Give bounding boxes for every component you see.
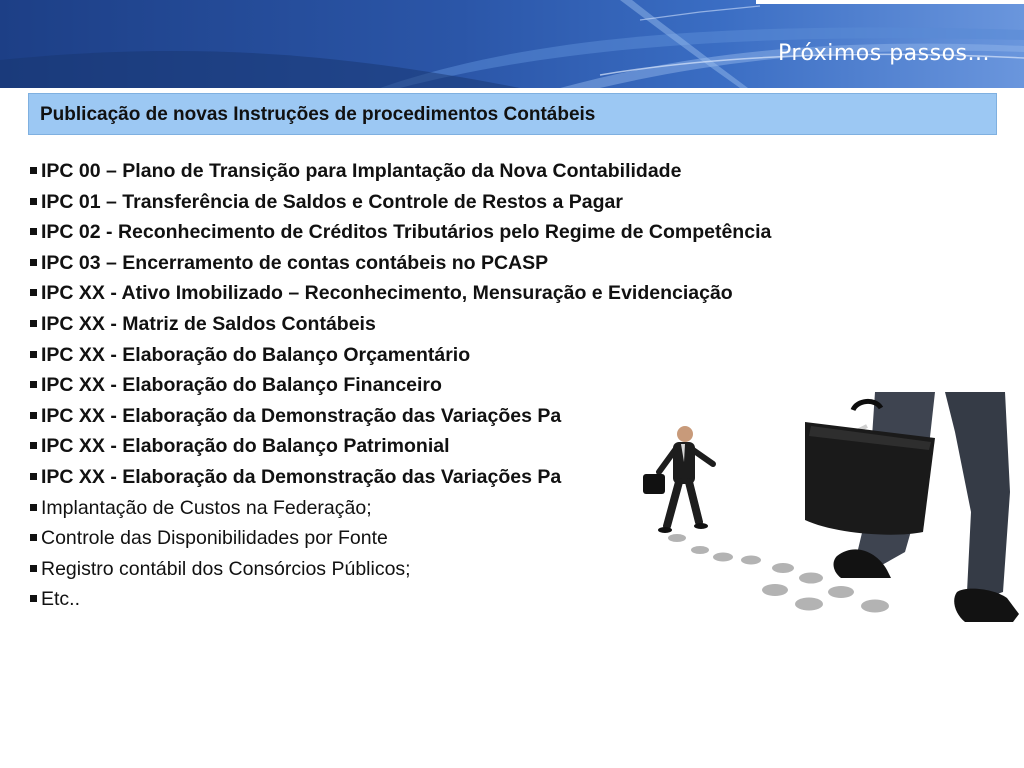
page-title: Próximos passos... bbox=[778, 41, 990, 66]
square-bullet-icon bbox=[30, 351, 37, 358]
list-item-text: Implantação de Custos na Federação; bbox=[41, 496, 372, 519]
square-bullet-icon bbox=[30, 167, 37, 174]
square-bullet-icon bbox=[30, 473, 37, 480]
square-bullet-icon bbox=[30, 289, 37, 296]
square-bullet-icon bbox=[30, 259, 37, 266]
section-title-bar bbox=[28, 93, 997, 135]
header-banner bbox=[0, 0, 1024, 88]
list-item bbox=[30, 340, 790, 371]
square-bullet-icon bbox=[30, 504, 37, 511]
square-bullet-icon bbox=[30, 198, 37, 205]
square-bullet-icon bbox=[30, 412, 37, 419]
square-bullet-icon bbox=[30, 320, 37, 327]
square-bullet-icon bbox=[30, 565, 37, 572]
list-item bbox=[30, 278, 790, 309]
list-item-text: Etc.. bbox=[41, 588, 81, 611]
list-item-text: Controle das Disponibilidades por Fonte bbox=[41, 527, 388, 550]
square-bullet-icon bbox=[30, 381, 37, 388]
list-item-text: IPC XX - Elaboração do Balanço Financeiro bbox=[41, 374, 442, 397]
list-item-text: IPC XX - Elaboração do Balanço Orçamentário bbox=[41, 343, 471, 366]
list-item-text: IPC XX - Elaboração do Balanço Patrimonial bbox=[41, 435, 450, 458]
list-item-text: IPC XX - Matriz de Saldos Contábeis bbox=[41, 312, 376, 335]
businessman-illustration bbox=[605, 392, 1024, 642]
list-item-text: IPC 03 – Encerramento de contas contábeis no PCASP bbox=[41, 251, 549, 274]
square-bullet-icon bbox=[30, 534, 37, 541]
square-bullet-icon bbox=[30, 595, 37, 602]
header-tab-strip bbox=[756, 0, 1024, 4]
list-item-text: IPC 01 – Transferência de Saldos e Controle de Restos a Pagar bbox=[41, 190, 623, 213]
list-item bbox=[30, 248, 790, 279]
businessman-walking-footprints-icon bbox=[605, 392, 1024, 642]
list-item-text: IPC XX - Elaboração da Demonstração das Variações Pa bbox=[41, 404, 562, 427]
square-bullet-icon bbox=[30, 442, 37, 449]
section-title: Publicação de novas Instruções de procedimentos Contábeis bbox=[40, 104, 596, 125]
list-item-text: Registro contábil dos Consórcios Públicos; bbox=[41, 557, 411, 580]
list-item bbox=[30, 156, 790, 187]
list-item bbox=[30, 187, 790, 218]
list-item-text: IPC 00 – Plano de Transição para Implantação da Nova Contabilidade bbox=[41, 160, 682, 182]
square-bullet-icon bbox=[30, 228, 37, 235]
list-item-text: IPC XX - Ativo Imobilizado – Reconhecimento, Mensuração e Evidenciação bbox=[41, 282, 733, 305]
list-item-text: IPC 02 - Reconhecimento de Créditos Tributários pelo Regime de Competência bbox=[41, 221, 772, 244]
list-item bbox=[30, 217, 790, 248]
list-item bbox=[30, 309, 790, 340]
list-item-text: IPC XX - Elaboração da Demonstração das Variações Pa bbox=[41, 465, 562, 488]
